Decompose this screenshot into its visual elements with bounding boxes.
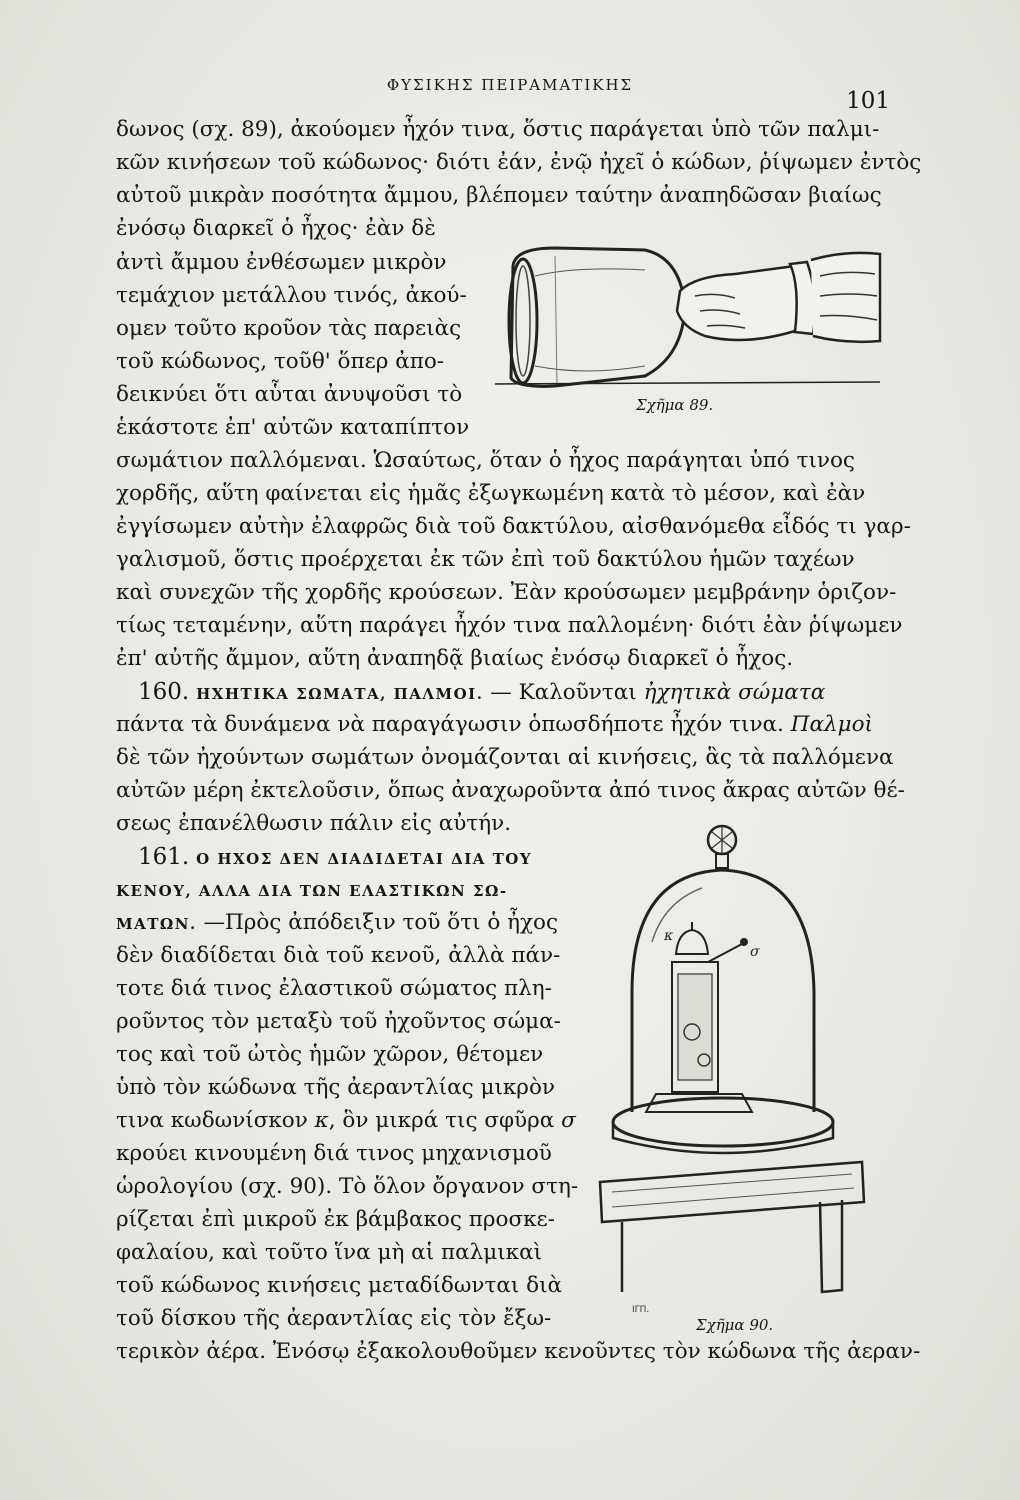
- figure-90-label-s: σ: [750, 944, 760, 960]
- body-line: ὡρολογίου (σχ. 90). Τὸ ὅλον ὄργανον στη-: [116, 1174, 579, 1199]
- body-line: φαλαίου, καὶ τοῦτο ἵνα μὴ αἱ παλμικαὶ: [116, 1240, 543, 1265]
- body-line: ρίζεται ἐπὶ μικροῦ ἐκ βάμβακος προσκε-: [116, 1207, 555, 1232]
- body-line: δὲ τῶν ἠχούντων σωμάτων ὀνομάζονται αἱ κινήσεις, ἃς τὰ παλλόμενα: [116, 745, 894, 770]
- body-line: [116, 710, 873, 740]
- body-text: , ὃν μικρά τις σφῦρα: [328, 1108, 562, 1133]
- body-line: ἐγγίσωμεν αὐτὴν ἐλαφρῶς διὰ τοῦ δακτύλου, αἰσθανόμεθα εἶδός τι γαρ-: [116, 514, 911, 539]
- body-text: τινα κωδωνίσκον: [116, 1108, 315, 1133]
- body-line: δωνος (σχ. 89), ἀκούομεν ἦχόν τινα, ὅστις παράγεται ὑπὸ τῶν παλμι-: [116, 117, 880, 142]
- body-line: χορδῆς, αὕτη φαίνεται εἰς ἡμᾶς ἐξωγκωμένη κατὰ τὸ μέσον, καὶ ἐὰν: [116, 481, 866, 506]
- body-line: τεμάχιον μετάλλου τινός, ἀκού-: [116, 283, 467, 308]
- body-line: δὲν διαδίδεται διὰ τοῦ κενοῦ, ἀλλὰ πάν-: [116, 943, 561, 968]
- figure-89-bell-and-hand: [495, 236, 885, 406]
- variable: σ: [561, 1108, 576, 1133]
- body-line: ἐπ' αὐτῆς ἄμμον, αὕτη ἀναπηδᾷ βιαίως ἐνόσῳ διαρκεῖ ὁ ἦχος.: [116, 646, 794, 671]
- figure-90-caption: Σχῆμα 90.: [696, 1316, 774, 1334]
- body-line: ἑκάστοτε ἐπ' αὐτῶν καταπίπτον: [116, 415, 470, 440]
- body-line: κῶν κινήσεων τοῦ κώδωνος· διότι ἐάν, ἐνῷ ἠχεῖ ὁ κώδων, ῥίψωμεν ἐντὸς: [116, 150, 922, 175]
- figure-89-caption: Σχῆμα 89.: [636, 396, 714, 414]
- body-line: τοῦ δίσκου τῆς ἀεραντλίας εἰς τὸν ἔξω-: [116, 1306, 552, 1331]
- body-line: τίως τεταμένην, αὕτη παράγει ἦχόν τινα παλλομένη· διότι ἐὰν ῥίψωμεν: [116, 613, 903, 638]
- body-line: τοῦ κώδωνος κινήσεις μεταδίδωνται διὰ: [116, 1273, 563, 1298]
- term: Παλμοὶ: [790, 712, 873, 737]
- section-number: 161.: [138, 844, 190, 870]
- variable: κ: [314, 1108, 329, 1133]
- section-number: 160.: [138, 679, 190, 705]
- section-title: Ο ΗΧΟΣ ΔΕΝ ΔΙΑΔΙΔΕΤΑΙ ΔΙΑ ΤΟΥ: [196, 850, 533, 868]
- body-line: τος καὶ τοῦ ὠτὸς ἡμῶν χῶρον, θέτομεν: [116, 1042, 544, 1067]
- body-text: πάντα τὰ δυνάμενα νὰ παραγάγωσιν ὁπωσδήποτε ἦχόν τινα.: [116, 712, 791, 737]
- body-line: σωμάτιον παλλόμεναι. Ὡσαύτως, ὅταν ὁ ἦχος παράγηται ὑπό τινος: [116, 448, 855, 473]
- section-title: ΜΑΤΩΝ.: [116, 915, 197, 933]
- body-line: ροῦντος τὸν μεταξὺ τοῦ ἠχοῦντος σώμα-: [116, 1009, 561, 1034]
- body-line: τερικὸν ἀέρα. Ἐνόσῳ ἐξακολουθοῦμεν κενοῦντες τὸν κώδωνα τῆς ἀεραν-: [116, 1339, 921, 1364]
- body-line: σεως ἐπανέλθωσιν πάλιν εἰς αὐτήν.: [116, 811, 512, 836]
- figure-90-bell-jar-apparatus: [592, 822, 872, 1322]
- body-line: καὶ συνεχῶν τῆς χορδῆς κρούσεων. Ἐὰν κρούσωμεν μεμβράνην ὁριζον-: [116, 580, 897, 605]
- body-line: γαλισμοῦ, ὅστις προέρχεται ἐκ τῶν ἐπὶ τοῦ δακτύλου ἡμῶν ταχέων: [116, 547, 855, 572]
- body-line: δεικνύει ὅτι αὗται ἀνυψοῦσι τὸ: [116, 382, 463, 407]
- body-line: αὐτοῦ μικρὰν ποσότητα ἄμμου, βλέπομεν ταύτην ἀναπηδῶσαν βιαίως: [116, 183, 882, 208]
- section-title: ΚΕΝΟΥ, ΑΛΛΑ ΔΙΑ ΤΩΝ ΕΛΑΣΤΙΚΩΝ ΣΩ-: [116, 882, 508, 900]
- page-number: 101: [846, 88, 890, 114]
- body-line: κρούει κινουμένη διά τινος μηχανισμοῦ: [116, 1141, 552, 1166]
- figure-90-engraver-mark: ΙΓΠ.: [632, 1305, 650, 1315]
- running-title: ΦΥΣΙΚΗΣ ΠΕΙΡΑΜΑΤΙΚΗΣ: [386, 76, 634, 94]
- body-line: ἐνόσῳ διαρκεῖ ὁ ἦχος· ἐὰν δὲ: [116, 216, 436, 241]
- body-line: τοῦ κώδωνος, τοῦθ' ὅπερ ἀπο-: [116, 349, 445, 374]
- body-line: ὑπὸ τὸν κώδωνα τῆς ἀεραντλίας μικρὸν: [116, 1075, 555, 1100]
- term: ἠχητικὰ σώματα: [643, 680, 826, 705]
- body-line: [116, 908, 558, 938]
- section-160-heading: [138, 677, 825, 707]
- body-text: — Καλοῦνται: [483, 680, 644, 705]
- body-line: ομεν τοῦτο κροῦον τὰς παρειὰς: [116, 316, 462, 341]
- section-title: ΗΧΗΤΙΚΑ ΣΩΜΑΤΑ, ΠΑΛΜΟΙ.: [196, 685, 484, 703]
- section-161-heading: [138, 842, 532, 872]
- body-line: [116, 1106, 576, 1136]
- body-text: —Πρὸς ἀπόδειξιν τοῦ ὅτι ὁ ἦχος: [196, 910, 559, 935]
- body-line: αὐτῶν μέρη ἐκτελοῦσιν, ὅπως ἀναχωροῦντα ἀπό τινος ἄκρας αὐτῶν θέ-: [116, 778, 905, 803]
- section-title-cont: [116, 875, 508, 905]
- body-line: ἀντὶ ἄμμου ἐνθέσωμεν μικρὸν: [116, 250, 447, 275]
- body-line: τοτε διά τινος ἐλαστικοῦ σώματος πλη-: [116, 976, 552, 1001]
- figure-90-label-k: κ: [664, 928, 674, 944]
